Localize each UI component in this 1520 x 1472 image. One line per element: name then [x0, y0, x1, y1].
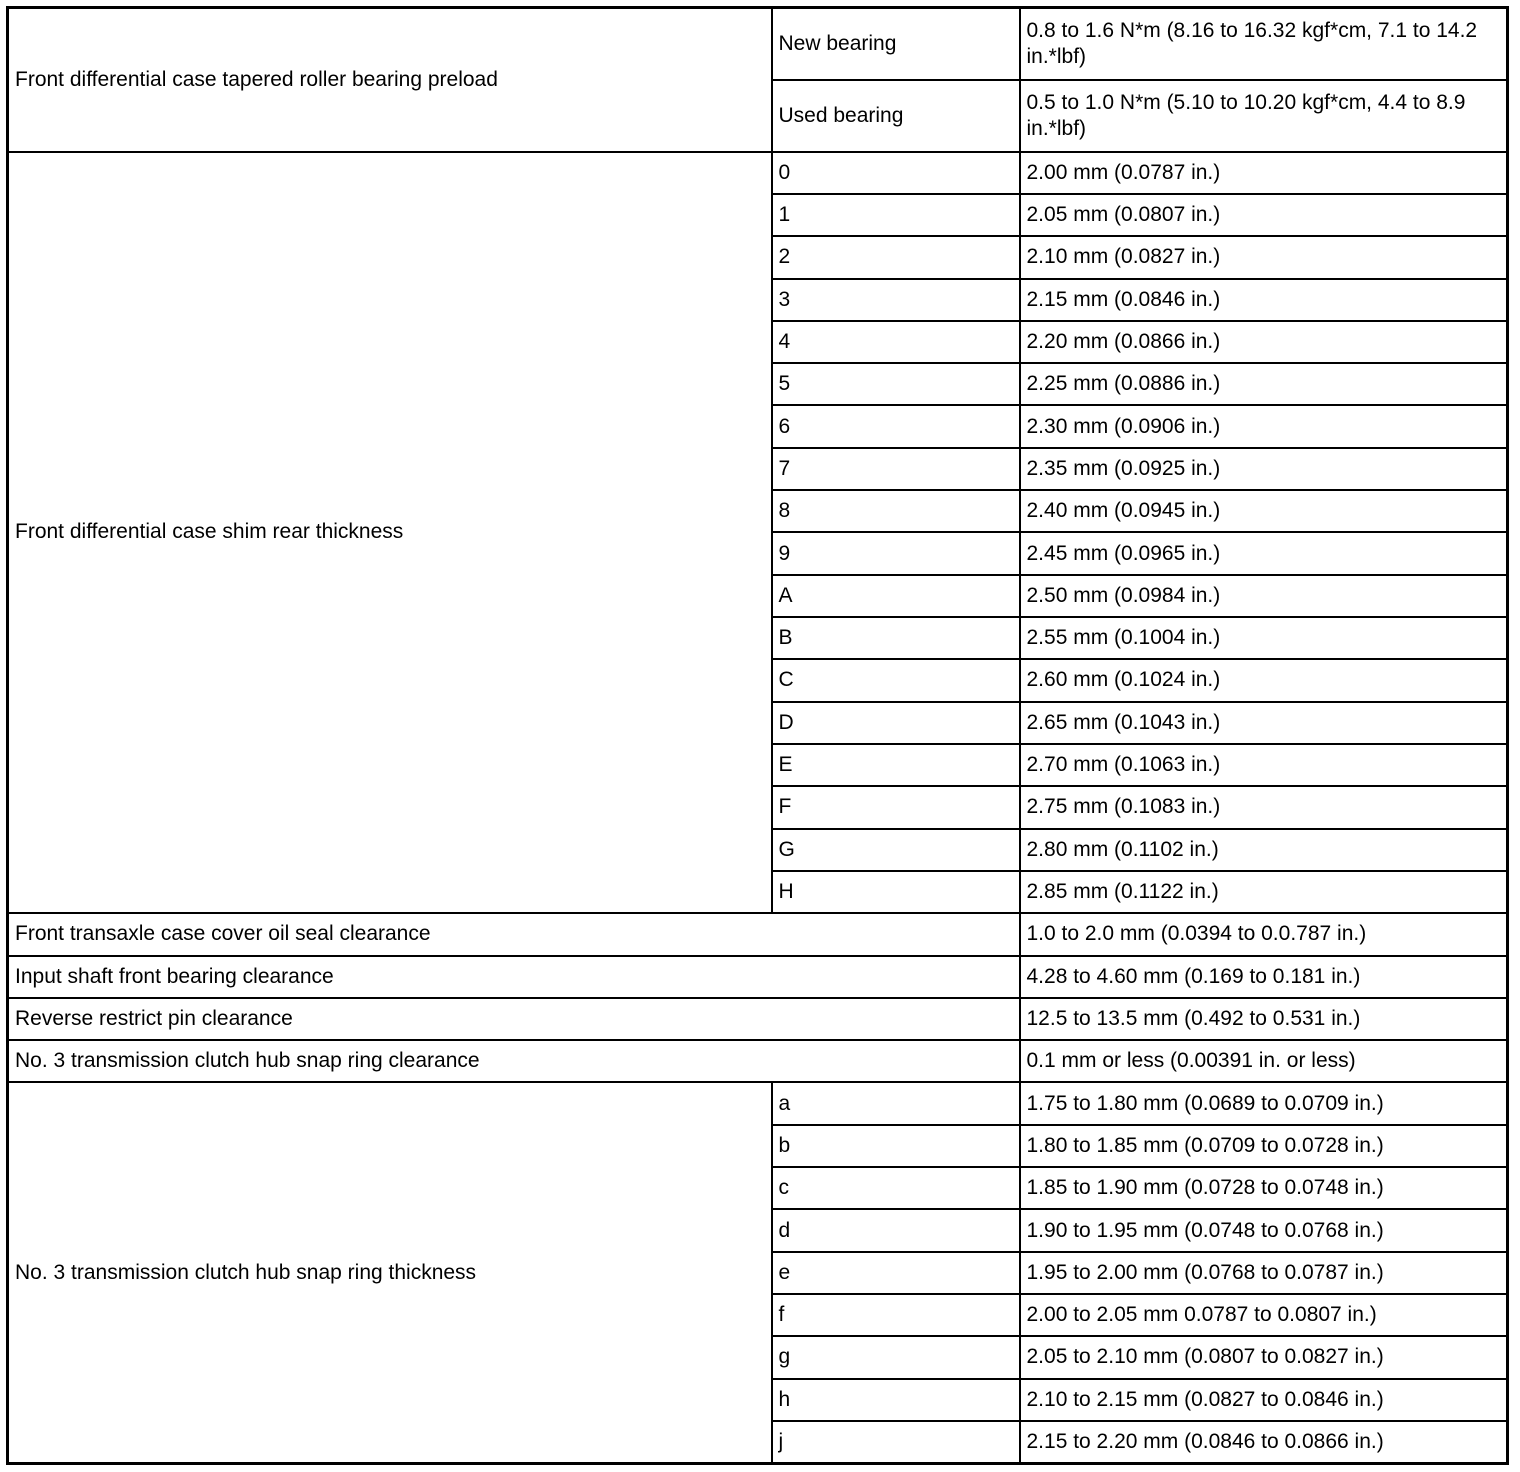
shim-mark: A: [772, 575, 1020, 617]
table-row: [8, 152, 1508, 194]
preload-value: 0.8 to 1.6 N*m (8.16 to 16.32 kgf*cm, 7.1 to 14.2 in.*lbf): [1020, 8, 1508, 80]
shim-mark: G: [772, 829, 1020, 871]
shim-value: 2.15 mm (0.0846 in.): [1020, 279, 1508, 321]
snapring-value: 1.85 to 1.90 mm (0.0728 to 0.0748 in.): [1020, 1167, 1508, 1209]
snapring-value: 1.95 to 2.00 mm (0.0768 to 0.0787 in.): [1020, 1252, 1508, 1294]
snapring-mark: b: [772, 1125, 1020, 1167]
snapring-value: 2.10 to 2.15 mm (0.0827 to 0.0846 in.): [1020, 1379, 1508, 1421]
shim-mark: 1: [772, 194, 1020, 236]
shim-label: Front differential case shim rear thickness: [8, 152, 772, 914]
table-row: [8, 1040, 1508, 1082]
single-label: No. 3 transmission clutch hub snap ring clearance: [8, 1040, 1020, 1082]
shim-value: 2.40 mm (0.0945 in.): [1020, 490, 1508, 532]
table-row: [8, 913, 1508, 955]
shim-value: 2.00 mm (0.0787 in.): [1020, 152, 1508, 194]
table-row: [8, 8, 1508, 80]
snapring-mark: g: [772, 1336, 1020, 1378]
shim-mark: C: [772, 659, 1020, 701]
table-row: [8, 956, 1508, 998]
shim-mark: 5: [772, 363, 1020, 405]
shim-mark: 3: [772, 279, 1020, 321]
single-label: Reverse restrict pin clearance: [8, 998, 1020, 1040]
shim-value: 2.35 mm (0.0925 in.): [1020, 448, 1508, 490]
shim-value: 2.55 mm (0.1004 in.): [1020, 617, 1508, 659]
shim-value: 2.80 mm (0.1102 in.): [1020, 829, 1508, 871]
specification-table: [6, 6, 1509, 1465]
snapring-value: 1.75 to 1.80 mm (0.0689 to 0.0709 in.): [1020, 1082, 1508, 1124]
snapring-label: No. 3 transmission clutch hub snap ring thickness: [8, 1082, 772, 1463]
shim-mark: 2: [772, 236, 1020, 278]
single-value: 12.5 to 13.5 mm (0.492 to 0.531 in.): [1020, 998, 1508, 1040]
shim-value: 2.20 mm (0.0866 in.): [1020, 321, 1508, 363]
snapring-mark: e: [772, 1252, 1020, 1294]
shim-value: 2.65 mm (0.1043 in.): [1020, 702, 1508, 744]
table-row: [8, 998, 1508, 1040]
shim-mark: 0: [772, 152, 1020, 194]
shim-mark: 9: [772, 532, 1020, 574]
shim-mark: 8: [772, 490, 1020, 532]
shim-value: 2.75 mm (0.1083 in.): [1020, 786, 1508, 828]
shim-value: 2.30 mm (0.0906 in.): [1020, 405, 1508, 447]
single-value: 4.28 to 4.60 mm (0.169 to 0.181 in.): [1020, 956, 1508, 998]
shim-mark: D: [772, 702, 1020, 744]
preload-value: 0.5 to 1.0 N*m (5.10 to 10.20 kgf*cm, 4.4 to 8.9 in.*lbf): [1020, 80, 1508, 152]
snapring-mark: h: [772, 1379, 1020, 1421]
shim-mark: B: [772, 617, 1020, 659]
preload-label: Front differential case tapered roller bearing preload: [8, 8, 772, 152]
table-row: [8, 1082, 1508, 1124]
shim-value: 2.10 mm (0.0827 in.): [1020, 236, 1508, 278]
single-value: 0.1 mm or less (0.00391 in. or less): [1020, 1040, 1508, 1082]
snapring-mark: a: [772, 1082, 1020, 1124]
shim-value: 2.70 mm (0.1063 in.): [1020, 744, 1508, 786]
shim-mark: E: [772, 744, 1020, 786]
shim-mark: F: [772, 786, 1020, 828]
shim-mark: H: [772, 871, 1020, 913]
snapring-mark: d: [772, 1209, 1020, 1251]
snapring-value: 2.15 to 2.20 mm (0.0846 to 0.0866 in.): [1020, 1421, 1508, 1464]
preload-condition: Used bearing: [772, 80, 1020, 152]
single-value: 1.0 to 2.0 mm (0.0394 to 0.0.787 in.): [1020, 913, 1508, 955]
shim-value: 2.45 mm (0.0965 in.): [1020, 532, 1508, 574]
snapring-value: 1.90 to 1.95 mm (0.0748 to 0.0768 in.): [1020, 1209, 1508, 1251]
snapring-mark: f: [772, 1294, 1020, 1336]
shim-value: 2.05 mm (0.0807 in.): [1020, 194, 1508, 236]
preload-condition: New bearing: [772, 8, 1020, 80]
snapring-value: 2.00 to 2.05 mm 0.0787 to 0.0807 in.): [1020, 1294, 1508, 1336]
snapring-mark: j: [772, 1421, 1020, 1464]
shim-mark: 4: [772, 321, 1020, 363]
single-label: Input shaft front bearing clearance: [8, 956, 1020, 998]
shim-mark: 6: [772, 405, 1020, 447]
shim-mark: 7: [772, 448, 1020, 490]
snapring-value: 1.80 to 1.85 mm (0.0709 to 0.0728 in.): [1020, 1125, 1508, 1167]
snapring-value: 2.05 to 2.10 mm (0.0807 to 0.0827 in.): [1020, 1336, 1508, 1378]
single-label: Front transaxle case cover oil seal clearance: [8, 913, 1020, 955]
shim-value: 2.50 mm (0.0984 in.): [1020, 575, 1508, 617]
specification-table-body: [8, 8, 1508, 1464]
shim-value: 2.60 mm (0.1024 in.): [1020, 659, 1508, 701]
snapring-mark: c: [772, 1167, 1020, 1209]
shim-value: 2.85 mm (0.1122 in.): [1020, 871, 1508, 913]
shim-value: 2.25 mm (0.0886 in.): [1020, 363, 1508, 405]
